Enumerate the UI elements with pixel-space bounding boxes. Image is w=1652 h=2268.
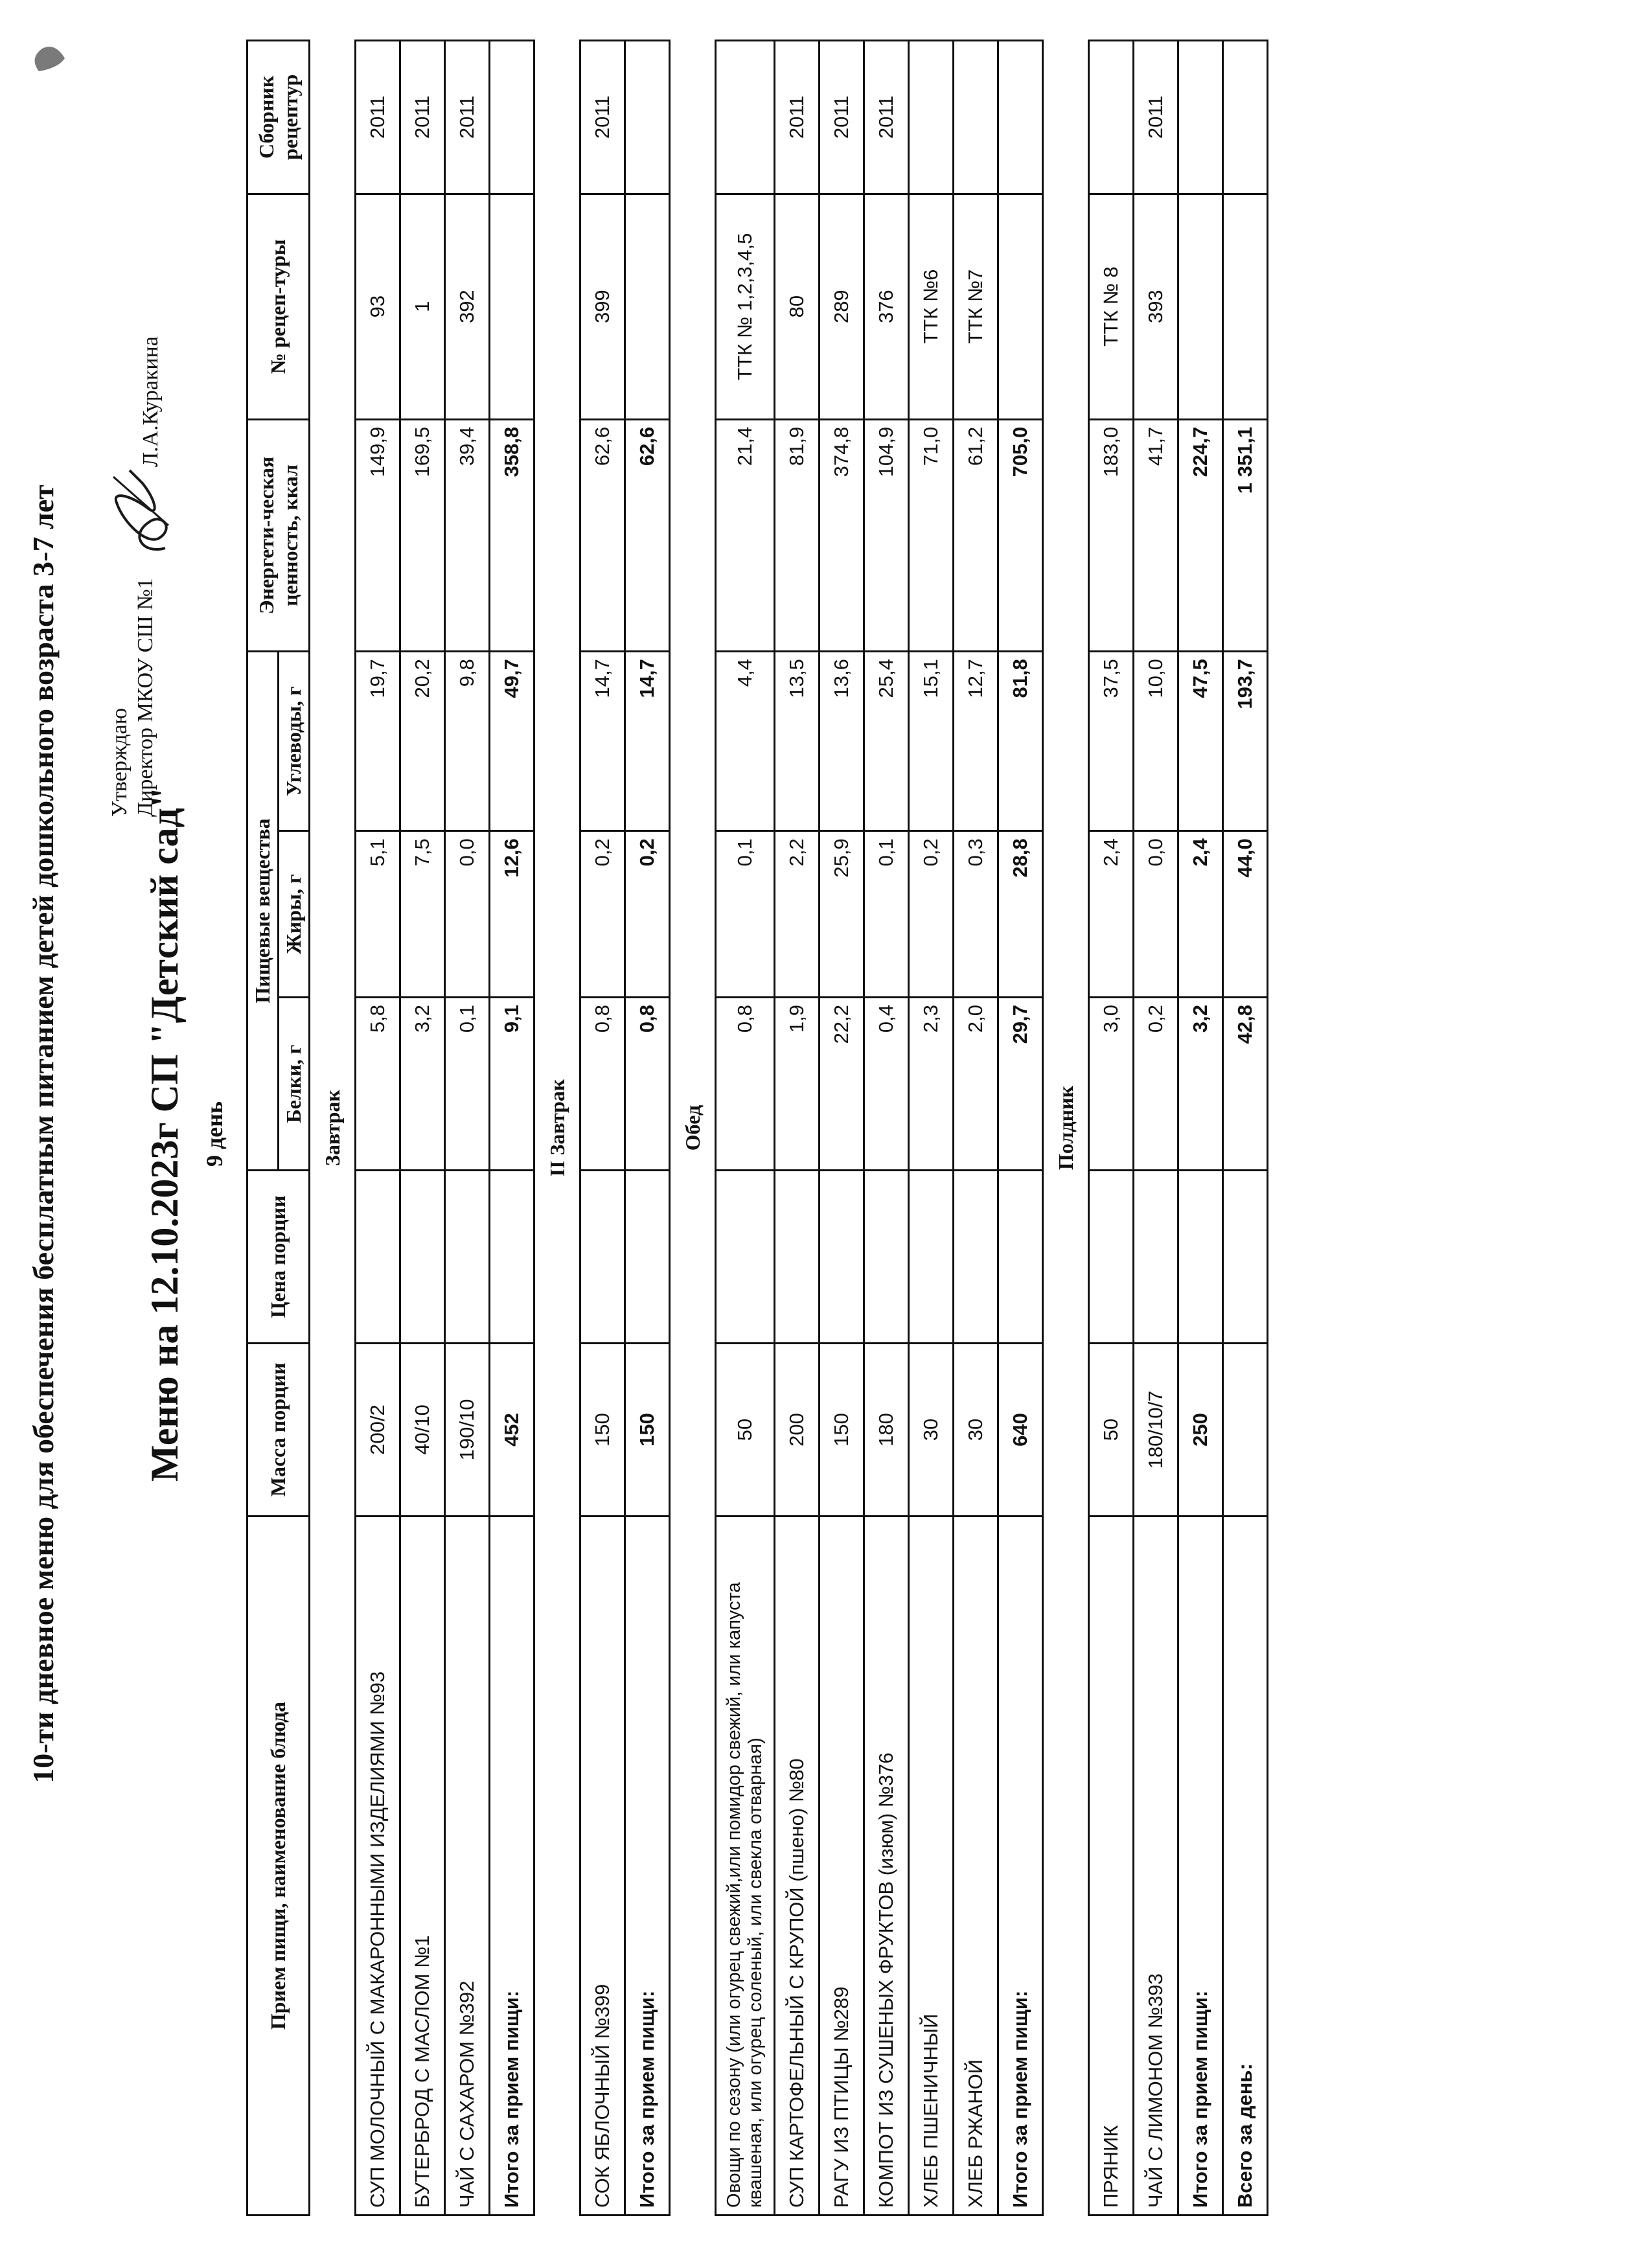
dish-fats: 0,1 [864,831,909,998]
dish-collection [954,41,998,194]
total-label: Итого за прием пищи: [490,1516,534,2215]
table-row [864,41,909,2216]
dish-price [954,1171,998,1344]
dish-collection: 2011 [400,41,445,194]
dish-price [445,1171,490,1344]
total-label: Итого за прием пищи: [1178,1516,1223,2215]
dish-name: ЧАЙ С ЛИМОНОМ №393 [1134,1516,1178,2215]
dish-fats: 2,4 [1089,831,1134,998]
total-row [1178,41,1223,2216]
dish-fats: 0,0 [445,831,490,998]
dish-mass: 30 [954,1343,998,1516]
total-mass: 640 [998,1343,1043,1516]
dish-price [864,1171,909,1344]
dish-price [775,1171,820,1344]
col-recipe-no: № рецеп-туры [247,194,310,419]
dish-carbs: 9,8 [445,652,490,831]
dish-recipe: 1 [400,194,445,419]
approve-name: Л.А.Куракина [139,336,163,467]
total-mass: 250 [1178,1343,1223,1516]
dish-collection: 2011 [445,41,490,194]
table-row [356,41,400,2216]
dish-recipe: 399 [580,194,625,419]
dish-mass: 50 [1089,1343,1134,1516]
dish-name: КОМПОТ ИЗ СУШЕНЫХ ФРУКТОВ (изюм) №376 [864,1516,909,2215]
dish-fats: 0,3 [954,831,998,998]
total-row [490,41,534,2216]
dish-energy: 81,9 [775,419,820,651]
table-row [1089,41,1134,2216]
total-fats: 28,8 [998,831,1043,998]
dish-name: ПРЯНИК [1089,1516,1134,2215]
total-carbs: 14,7 [625,652,670,831]
day-total-carbs: 193,7 [1223,652,1268,831]
dish-mass: 150 [580,1343,625,1516]
dish-mass: 200 [775,1343,820,1516]
dish-price [580,1171,625,1344]
dish-name: ЧАЙ С САХАРОМ №392 [445,1516,490,2215]
dish-energy: 71,0 [909,419,954,651]
dish-name: БУТЕРБРОД С МАСЛОМ №1 [400,1516,445,2215]
dish-carbs: 20,2 [400,652,445,831]
dish-carbs: 15,1 [909,652,954,831]
col-portion-mass: Масса порции [247,1343,310,1516]
dish-collection: 2011 [775,41,820,194]
dish-price [820,1171,864,1344]
table-row [1134,41,1178,2216]
dish-mass: 30 [909,1343,954,1516]
total-energy: 358,8 [490,419,534,651]
dish-price [909,1171,954,1344]
total-proteins: 29,7 [998,998,1043,1171]
dish-price [1089,1171,1134,1344]
total-fats: 12,6 [490,831,534,998]
dish-carbs: 10,0 [1134,652,1178,831]
dish-proteins: 3,0 [1089,998,1134,1171]
dish-recipe: ТТК №6 [909,194,954,419]
dish-price [400,1171,445,1344]
dish-energy: 104,9 [864,419,909,651]
page-title: Меню на 12.10.2023г СП "Детский сад" [143,786,186,1482]
section-lunch-label: Обед [670,41,716,2216]
dish-recipe: ТТК № 1,2,3,4,5 [716,194,775,419]
dish-fats: 0,1 [716,831,775,998]
day-total-row [1223,41,1268,2216]
dish-recipe: 80 [775,194,820,419]
dish-collection [1089,41,1134,194]
dish-mass: 180 [864,1343,909,1516]
section-snack-label: Полдник [1043,41,1089,2216]
table-row [716,41,775,2216]
total-row [998,41,1043,2216]
total-fats: 0,2 [625,831,670,998]
dish-recipe: ТТК №7 [954,194,998,419]
dish-price [356,1171,400,1344]
dish-energy: 183,0 [1089,419,1134,651]
dish-carbs: 25,4 [864,652,909,831]
dish-fats: 25,9 [820,831,864,998]
dish-name: СУП МОЛОЧНЫЙ С МАКАРОННЫМИ ИЗДЕЛИЯМИ №93 [356,1516,400,2215]
total-proteins: 3,2 [1178,998,1223,1171]
dish-collection: 2011 [1134,41,1178,194]
dish-mass: 40/10 [400,1343,445,1516]
dish-recipe: 392 [445,194,490,419]
dish-fats: 0,2 [909,831,954,998]
signature-icon [104,464,181,561]
table-row [400,41,445,2216]
dish-energy: 149,9 [356,419,400,651]
total-row [625,41,670,2216]
total-carbs: 47,5 [1178,652,1223,831]
total-energy: 705,0 [998,419,1043,651]
table-row [820,41,864,2216]
dish-collection: 2011 [580,41,625,194]
table-row [445,41,490,2216]
dish-recipe: ТТК № 8 [1089,194,1134,419]
dish-recipe: 289 [820,194,864,419]
col-carbs: Углеводы, г [279,652,310,831]
dish-collection: 2011 [820,41,864,194]
dish-carbs: 13,5 [775,652,820,831]
dish-name: Овощи по сезону (или огурец свежий,или помидор свежий, или капуста квашеная, или огурец соленый, или свекла отварная) [716,1516,775,2215]
col-energy: Энергети-ческая ценность, ккал [247,419,310,651]
total-energy: 62,6 [625,419,670,651]
dish-proteins: 5,8 [356,998,400,1171]
dish-carbs: 19,7 [356,652,400,831]
total-carbs: 81,8 [998,652,1043,831]
dish-carbs: 37,5 [1089,652,1134,831]
dish-price [1134,1171,1178,1344]
menu-table [246,40,1268,2216]
total-fats: 2,4 [1178,831,1223,998]
dish-proteins: 3,2 [400,998,445,1171]
dish-recipe: 393 [1134,194,1178,419]
dish-proteins: 2,3 [909,998,954,1171]
col-proteins: Белки, г [279,998,310,1171]
col-fats: Жиры, г [279,831,310,998]
dish-energy: 62,6 [580,419,625,651]
col-nutrients: Пищевые вещества [247,652,279,1171]
total-proteins: 9,1 [490,998,534,1171]
dish-collection: 2011 [864,41,909,194]
total-mass: 452 [490,1343,534,1516]
dish-collection [909,41,954,194]
total-energy: 224,7 [1178,419,1223,651]
dish-proteins: 0,1 [445,998,490,1171]
table-row [909,41,954,2216]
dish-fats: 0,2 [580,831,625,998]
col-collection: Сборник рецептур [247,41,310,194]
table-row [580,41,625,2216]
total-proteins: 0,8 [625,998,670,1171]
dish-proteins: 0,8 [716,998,775,1171]
dish-mass: 200/2 [356,1343,400,1516]
dish-energy: 21,4 [716,419,775,651]
dish-collection [716,41,775,194]
dish-energy: 41,7 [1134,419,1178,651]
dish-energy: 61,2 [954,419,998,651]
col-portion-price: Цена порции [247,1171,310,1344]
page-subtitle: 10-ти дневное меню для обеспечения бесплатным питанием детей дошкольного возраста 3-7 лет [27,485,60,1783]
dish-mass: 190/10 [445,1343,490,1516]
dish-energy: 169,5 [400,419,445,651]
total-label: Итого за прием пищи: [625,1516,670,2215]
approve-label: Утверждаю [108,707,132,817]
day-total-fats: 44,0 [1223,831,1268,998]
dish-fats: 0,0 [1134,831,1178,998]
dish-energy: 39,4 [445,419,490,651]
table-row [954,41,998,2216]
dish-recipe: 376 [864,194,909,419]
total-mass: 150 [625,1343,670,1516]
dish-carbs: 13,6 [820,652,864,831]
day-label: 9 день [201,1101,227,1167]
dish-carbs: 12,7 [954,652,998,831]
dish-name: СОК ЯБЛОЧНЫЙ №399 [580,1516,625,2215]
dish-collection: 2011 [356,41,400,194]
dish-proteins: 22,2 [820,998,864,1171]
day-total-label: Всего за день: [1223,1516,1268,2215]
dish-name: ХЛЕБ ПШЕНИЧНЫЙ [909,1516,954,2215]
dish-recipe: 93 [356,194,400,419]
dish-name: ХЛЕБ РЖАНОЙ [954,1516,998,2215]
section-breakfast2-label: II Завтрак [534,41,580,2216]
approve-position: Директор МКОУ СШ №1 [133,578,157,817]
day-total-proteins: 42,8 [1223,998,1268,1171]
dish-energy: 374,8 [820,419,864,651]
dish-mass: 50 [716,1343,775,1516]
dish-mass: 180/10/7 [1134,1343,1178,1516]
dish-proteins: 0,4 [864,998,909,1171]
day-total-energy: 1 351,1 [1223,419,1268,651]
dish-proteins: 0,8 [580,998,625,1171]
dish-fats: 7,5 [400,831,445,998]
total-carbs: 49,7 [490,652,534,831]
total-label: Итого за прием пищи: [998,1516,1043,2215]
dish-proteins: 2,0 [954,998,998,1171]
dish-carbs: 4,4 [716,652,775,831]
dish-name: СУП КАРТОФЕЛЬНЫЙ С КРУПОЙ (пшено) №80 [775,1516,820,2215]
dish-fats: 5,1 [356,831,400,998]
dish-carbs: 14,7 [580,652,625,831]
dish-proteins: 0,2 [1134,998,1178,1171]
dish-proteins: 1,9 [775,998,820,1171]
dish-price [716,1171,775,1344]
col-meal-name: Прием пищи, наименование блюда [247,1516,310,2215]
table-row [775,41,820,2216]
dish-mass: 150 [820,1343,864,1516]
dish-fats: 2,2 [775,831,820,998]
approval-block [107,336,163,817]
dish-name: РАГУ ИЗ ПТИЦЫ №289 [820,1516,864,2215]
section-breakfast-label: Завтрак [310,41,356,2216]
